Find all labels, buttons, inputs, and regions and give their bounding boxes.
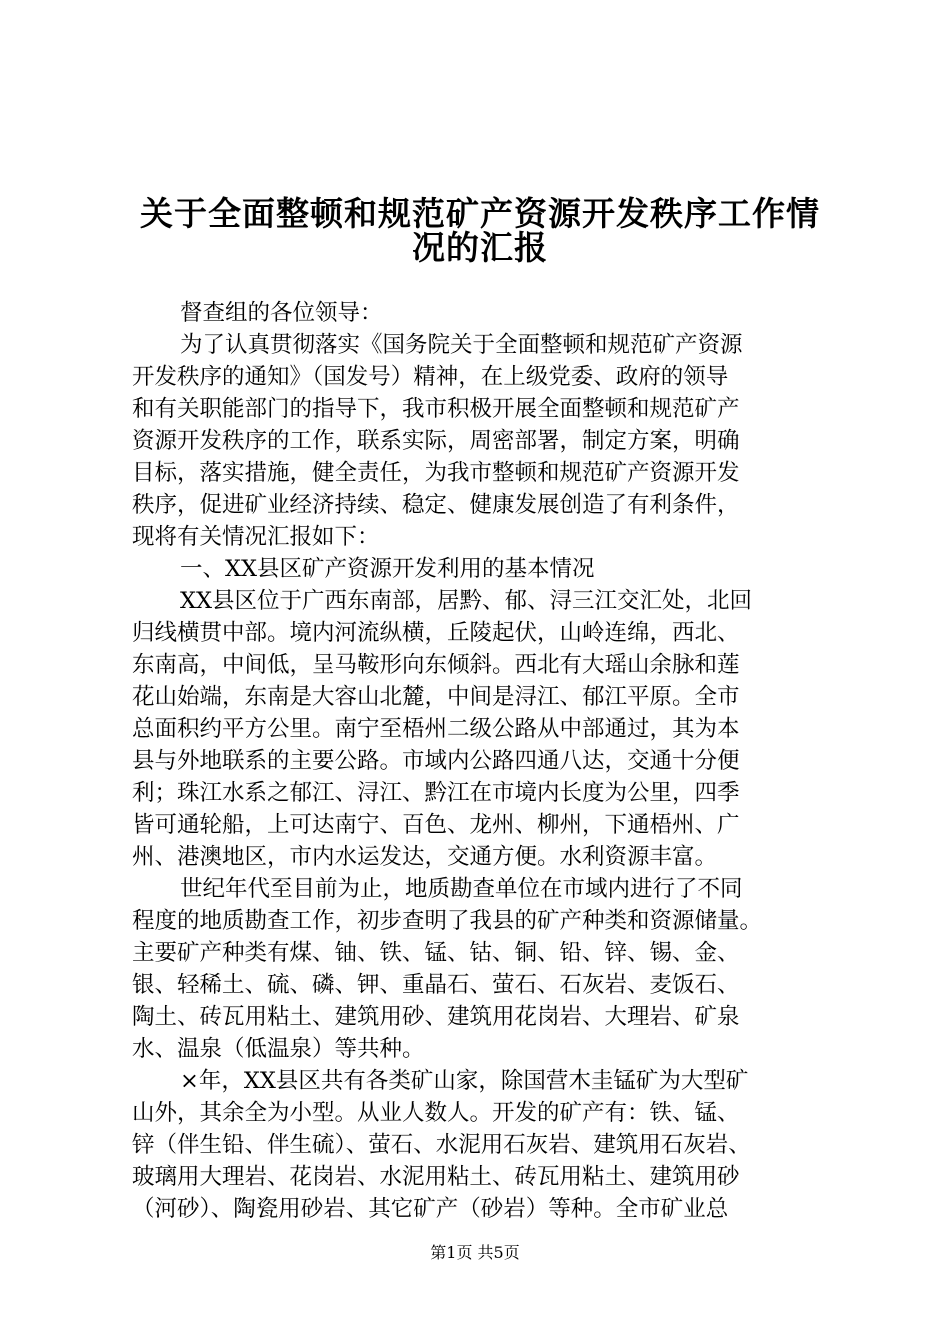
paragraph-line: 开发秩序的通知》（国发号）精神，在上级党委、政府的领导 (132, 364, 729, 390)
paragraph-line: 目标，落实措施，健全责任，为我市整顿和规范矿产资源开发 (132, 460, 740, 486)
paragraph-line: 锌（伴生铅、伴生硫）、萤石、水泥用石灰岩、建筑用石灰岩、 (132, 1132, 751, 1158)
paragraph-line: 东南高，中间低，呈马鞍形向东倾斜。西北有大瑶山余脉和莲 (132, 652, 740, 678)
paragraph-line: 世纪年代至目前为止，地质勘查单位在市域内进行了不同 (180, 876, 743, 902)
paragraph-line: 陶土、砖瓦用粘土、建筑用砂、建筑用花岗岩、大理岩、矿泉 (132, 1004, 740, 1030)
paragraph-line: 皆可通轮船，上可达南宁、百色、龙州、柳州，下通梧州、广 (132, 812, 740, 838)
document-title-line-2: 况的汇报 (412, 228, 548, 267)
paragraph-line: 主要矿产种类有煤、铀、铁、锰、钴、铜、铅、锌、锡、金、 (132, 940, 740, 966)
paragraph-line: 资源开发秩序的工作，联系实际，周密部署，制定方案，明确 (132, 428, 740, 454)
document-title-line-1: 关于全面整顿和规范矿产资源开发秩序工作情 (140, 194, 820, 233)
paragraph-line: 程度的地质勘查工作，初步查明了我县的矿产种类和资源储量。 (132, 908, 763, 934)
paragraph-line: 为了认真贯彻落实《国务院关于全面整顿和规范矿产资源 (180, 332, 743, 358)
paragraph-line: 利；珠江水系之郁江、浔江、黔江在市境内长度为公里，四季 (132, 780, 740, 806)
page-footer: 第1页 共5页 (430, 1243, 520, 1262)
paragraph-line: XX县区位于广西东南部，居黔、郁、浔三江交汇处，北回 (180, 588, 753, 614)
paragraph-line: ×年，XX县区共有各类矿山家，除国营木圭锰矿为大型矿 (180, 1068, 749, 1094)
paragraph-line: 玻璃用大理岩、花岗岩、水泥用粘土、砖瓦用粘土、建筑用砂 (132, 1164, 740, 1190)
paragraph-line: 水、温泉（低温泉）等共种。 (132, 1036, 425, 1062)
paragraph-line: 州、港澳地区，市内水运发达，交通方便。水利资源丰富。 (132, 844, 718, 870)
salutation: 督查组的各位领导： (180, 300, 383, 326)
paragraph-line: 和有关职能部门的指导下，我市积极开展全面整顿和规范矿产 (132, 396, 740, 422)
paragraph-line: 花山始端，东南是大容山北麓，中间是浔江、郁江平原。全市 (132, 684, 740, 710)
paragraph-line: 归线横贯中部。境内河流纵横，丘陵起伏，山岭连绵，西北、 (132, 620, 740, 646)
paragraph-line: 山外，其余全为小型。从业人数人。开发的矿产有：铁、锰、 (132, 1100, 740, 1126)
paragraph-line: 现将有关情况汇报如下： (132, 524, 380, 550)
section-heading: 一、XX县区矿产资源开发利用的基本情况 (180, 556, 595, 582)
paragraph-line: （河砂）、陶瓷用砂岩、其它矿产（砂岩）等种。全市矿业总 (132, 1196, 729, 1222)
paragraph-line: 秩序，促进矿业经济持续、稳定、健康发展创造了有利条件， (132, 492, 740, 518)
paragraph-line: 银、轻稀土、硫、磷、钾、重晶石、萤石、石灰岩、麦饭石、 (132, 972, 740, 998)
paragraph-line: 总面积约平方公里。南宁至梧州二级公路从中部通过，其为本 (132, 716, 740, 742)
paragraph-line: 县与外地联系的主要公路。市域内公路四通八达，交通十分便 (132, 748, 740, 774)
